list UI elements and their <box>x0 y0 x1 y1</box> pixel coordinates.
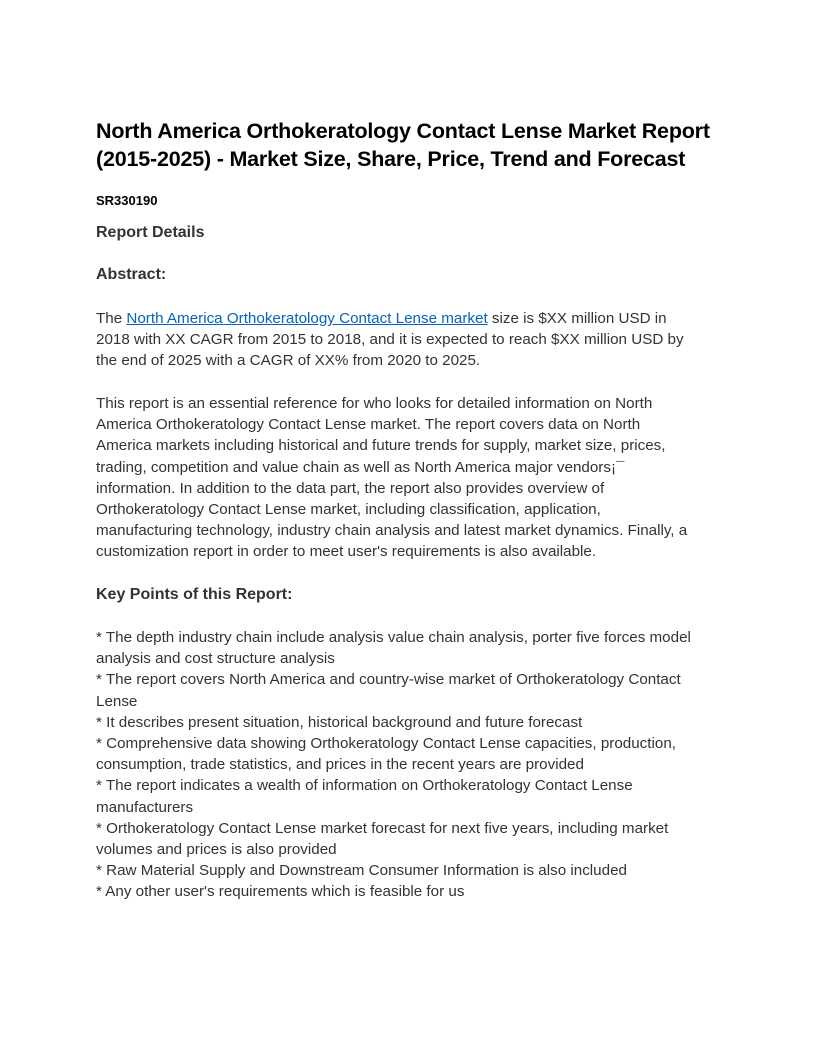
description-line: manufacturing technology, industry chain analysis and latest market dynamics. Finally, a <box>96 522 688 540</box>
key-point-line: * Raw Material Supply and Downstream Consumer Information is also included <box>96 862 627 880</box>
abstract-paragraph <box>96 308 736 372</box>
market-link[interactable]: North America Orthokeratology Contact Lense market <box>126 310 488 327</box>
key-point-line: analysis and cost structure analysis <box>96 650 335 668</box>
description-line: customization report in order to meet user's requirements is also available. <box>96 543 597 561</box>
description-line: information. In addition to the data part, the report also provides overview of <box>96 479 605 497</box>
key-point-line: * Any other user's requirements which is feasible for us <box>96 883 465 901</box>
key-point-line: consumption, trade statistics, and prices in the recent years are provided <box>96 756 584 774</box>
key-point-line: Lense <box>96 692 138 710</box>
description-paragraph <box>96 393 736 563</box>
abstract-line: the end of 2025 with a CAGR of XX% from 2020 to 2025. <box>96 352 481 370</box>
key-point-line: * It describes present situation, historical background and future forecast <box>96 713 583 731</box>
key-point-line: manufacturers <box>96 798 194 816</box>
key-point-line: * Orthokeratology Contact Lense market forecast for next five years, including market <box>96 819 669 837</box>
title-line: (2015-2025) - Market Size, Share, Price, Trend and Forecast <box>96 147 686 171</box>
report-code: SR330190 <box>96 193 158 208</box>
description-line: trading, competition and value chain as well as North America major vendors¡¯ <box>96 458 625 476</box>
description-line: Orthokeratology Contact Lense market, including classification, application, <box>96 501 601 519</box>
key-point-line: volumes and prices is also provided <box>96 841 337 859</box>
abstract-suffix: size is $XX million USD in <box>487 310 667 327</box>
page-title <box>96 117 736 173</box>
title-line: North America Orthokeratology Contact Lense Market Report <box>96 119 710 143</box>
key-point-line: * The depth industry chain include analysis value chain analysis, porter five forces model <box>96 629 691 646</box>
key-point-line: * Comprehensive data showing Orthokeratology Contact Lense capacities, production, <box>96 735 676 753</box>
abstract-heading: Abstract: <box>96 266 167 283</box>
report-details-heading: Report Details <box>96 224 205 241</box>
abstract-line: 2018 with XX CAGR from 2015 to 2018, and it is expected to reach $XX million USD by <box>96 331 684 349</box>
key-point-line: * The report indicates a wealth of information on Orthokeratology Contact Lense <box>96 777 633 795</box>
key-points-heading: Key Points of this Report: <box>96 586 293 603</box>
description-line: This report is an essential reference for who looks for detailed information on North <box>96 395 653 412</box>
abstract-prefix: The <box>96 310 127 327</box>
abstract-line <box>96 308 736 329</box>
description-line: America Orthokeratology Contact Lense market. The report covers data on North <box>96 416 641 434</box>
description-line: America markets including historical and future trends for supply, market size, prices, <box>96 437 666 455</box>
key-points-list <box>96 627 736 903</box>
key-point-line: * The report covers North America and country-wise market of Orthokeratology Contact <box>96 671 681 689</box>
